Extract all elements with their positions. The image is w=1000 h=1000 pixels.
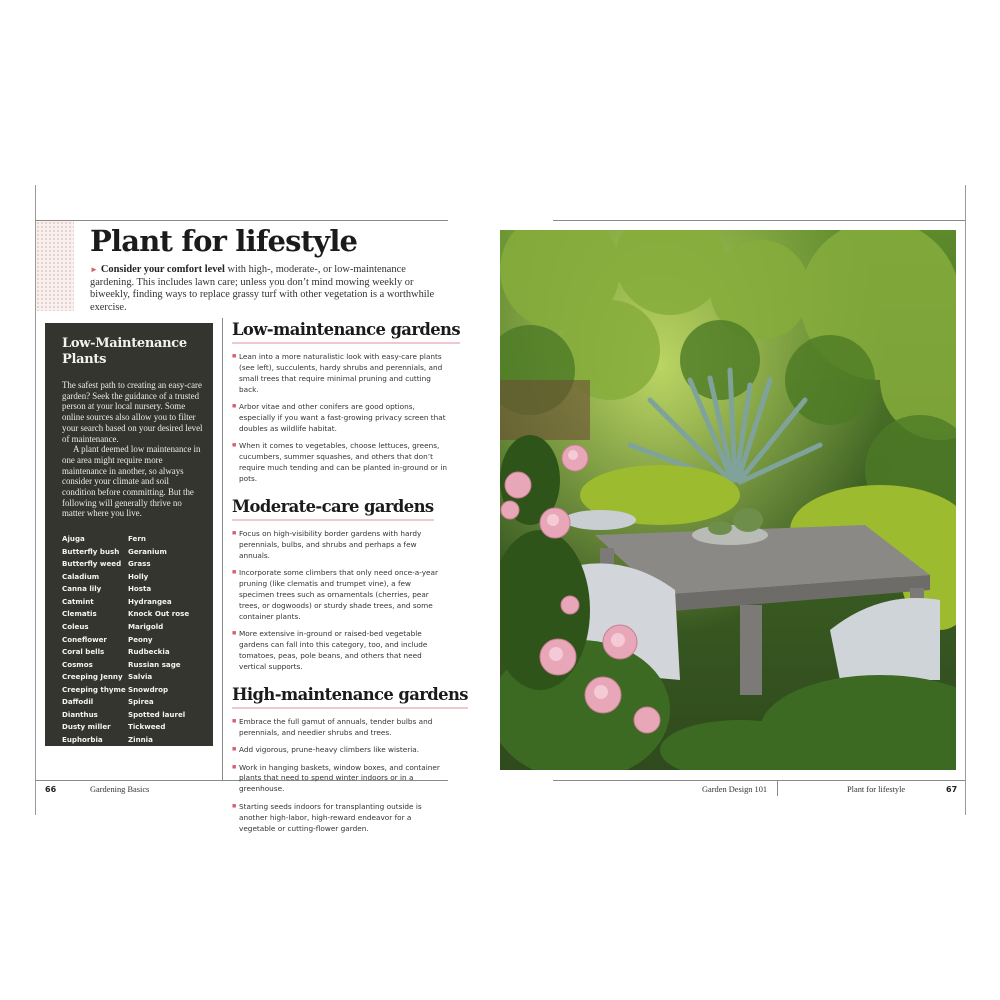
sidebar-title: Low-Maintenance Plants <box>62 336 187 367</box>
running-head-right: Plant for lifestyle <box>847 785 906 794</box>
footer-divider <box>777 780 778 796</box>
plant-name: Fern <box>128 534 146 544</box>
plant-name: Daffodil <box>62 697 94 707</box>
plant-name: Rudbeckia <box>128 647 170 657</box>
section-heading: Low-maintenance gardens <box>232 320 460 344</box>
right-top-rule <box>553 220 965 221</box>
plant-name: Canna lily <box>62 584 102 594</box>
right-bottom-rule <box>553 780 965 781</box>
plant-name: Snowdrop <box>128 684 169 694</box>
garden-patio-photo <box>500 230 956 770</box>
right-page-edge <box>965 185 966 815</box>
plant-name: Knock Out rose <box>128 609 190 619</box>
plant-name: Cosmos <box>62 659 93 669</box>
plant-name: Butterfly weed <box>62 559 122 569</box>
plant-name: Dusty miller <box>62 722 111 732</box>
plant-name: Hydrangea <box>128 596 172 606</box>
plant-name: Geranium <box>128 546 167 556</box>
plant-name: Spirea <box>128 697 154 707</box>
list-item: ■ More extensive in-ground or raised-bed vegetable gardens can fall into this category, too, and include tomatoes, peas, pole beans, and others that need vertical supports. <box>232 629 448 673</box>
list-item: ■ Focus on high-visibility border gardens with hardy perennials, bulbs, and shrubs and perhaps a few annuals. <box>232 529 448 562</box>
bullet-list <box>232 717 448 835</box>
arrow-icon: ► <box>90 265 98 274</box>
plant-name: Butterfly bush <box>62 546 120 556</box>
intro-text: with high-, moderate-, or low-maintenance gardening. This includes lawn care; unless you don’t mind mowing weekly or biweekly, finding ways to replace grassy turf with other vegetation is a worthwhile exercise. <box>90 264 435 313</box>
plant-name: Zinnia <box>128 734 153 744</box>
column-rule <box>222 318 223 780</box>
article-column <box>232 320 468 841</box>
page-title: Plant for lifestyle <box>90 224 358 258</box>
book-title-footer: Garden Design 101 <box>702 785 768 794</box>
plant-name: Russian sage <box>128 659 181 669</box>
sidebar-box <box>45 323 213 746</box>
list-item: ■ Work in hanging baskets, window boxes, and container plants that need to spend winter indoors or in a greenhouse. <box>232 763 448 796</box>
page-number-left: 66 <box>45 785 57 794</box>
plant-name: Clematis <box>62 609 97 619</box>
plant-name: Creeping Jenny <box>62 672 123 682</box>
intro-lead: Consider your comfort level <box>100 264 225 275</box>
plant-name: Coral bells <box>62 647 105 657</box>
plant-name: Marigold <box>128 621 164 631</box>
plant-name: Euphorbia <box>62 734 103 744</box>
plant-name: Dianthus <box>62 709 98 719</box>
section-heading: High-maintenance gardens <box>232 685 468 709</box>
plant-name: Tickweed <box>128 722 166 732</box>
section-low-maintenance <box>232 320 460 485</box>
intro-paragraph <box>90 264 450 314</box>
plant-name: Peony <box>128 634 153 644</box>
plant-name: Spotted laurel <box>128 709 186 719</box>
plant-name: Holly <box>128 571 149 581</box>
dot-pattern-decoration <box>36 221 74 311</box>
sidebar-paragraph: A plant deemed low maintenance in one area might require more maintenance in another, so always consider your climate and soil condition before committing. But the following will generally thrive no matter where you live. <box>62 444 201 519</box>
page-number-right: 67 <box>946 785 958 794</box>
plant-name: Coneflower <box>62 634 107 644</box>
section-high-maintenance <box>232 684 468 835</box>
section-moderate-care <box>232 497 448 673</box>
bullet-list <box>232 352 448 485</box>
plant-name: Grass <box>128 559 151 569</box>
list-item: ■ When it comes to vegetables, choose lettuces, greens, cucumbers, summer squashes, and others that don’t require much tending and can be planted in-ground or in pots. <box>232 441 448 485</box>
sidebar-paragraph: The safest path to creating an easy-care garden? Seek the guidance of a trusted person at your local nursery. Some online sources also allow you to filter your search based on your desired level of maintenance. <box>62 380 203 444</box>
section-heading: Moderate-care gardens <box>232 497 434 521</box>
list-item: ■ Embrace the full gamut of annuals, tender bulbs and perennials, and needier shrubs and trees. <box>232 717 448 739</box>
plant-name: Caladium <box>62 571 100 581</box>
plant-name: Ajuga <box>62 534 85 544</box>
plant-name: Coleus <box>62 621 89 631</box>
bullet-list <box>232 529 448 673</box>
plant-name: Creeping thyme <box>62 684 126 694</box>
running-head-left: Gardening Basics <box>90 785 150 794</box>
list-item: ■ Incorporate some climbers that only need once-a-year pruning (like clematis and trumpet vine), a few specimen trees such as ornamentals (cherries, pear trees, or dogwoods) or sturdy shade trees, and some container plants. <box>232 568 448 623</box>
plant-name: Hosta <box>128 584 152 594</box>
left-top-rule <box>35 220 448 221</box>
plant-name: Catmint <box>62 596 94 606</box>
plant-name: Salvia <box>128 672 153 682</box>
list-item: ■ Arbor vitae and other conifers are good options, especially if you want a fast-growing privacy screen that doubles as wildlife habitat. <box>232 402 448 435</box>
plant-list <box>62 533 203 745</box>
list-item: ■ Add vigorous, prune-heavy climbers like wisteria. <box>232 745 448 756</box>
sidebar-body <box>62 380 203 519</box>
list-item: ■ Starting seeds indoors for transplanting outside is another high-labor, high-reward endeavor for a vegetable or cutting-flower garden. <box>232 802 448 835</box>
list-item: ■ Lean into a more naturalistic look with easy-care plants (see left), succulents, hardy shrubs and perennials, and small trees that require minimal pruning and cutting back. <box>232 352 448 396</box>
